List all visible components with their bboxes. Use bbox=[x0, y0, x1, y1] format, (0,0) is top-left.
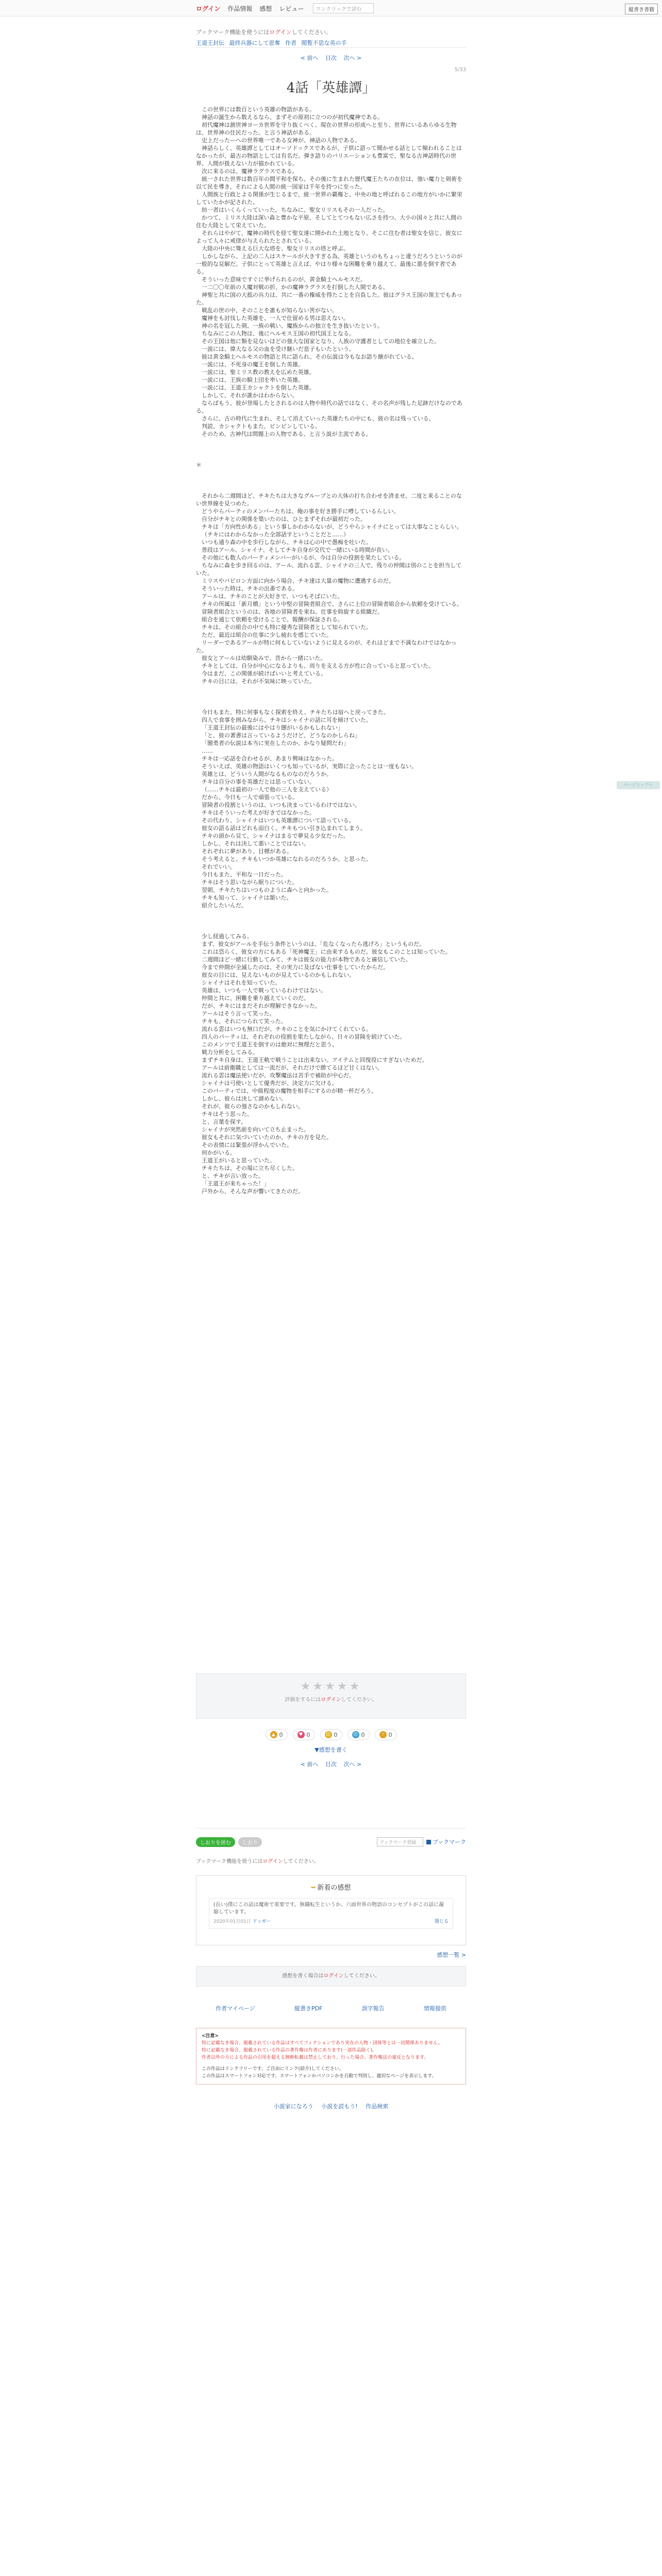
story-paragraph: 今はまだ、この関係が続けばいいと考えている。 bbox=[202, 670, 326, 677]
story-paragraph: 戦乱の世の中、そのことを誰もが知らない筈がない。 bbox=[202, 307, 338, 314]
story-paragraph: 彼女の語る話はどれも面白く、チキもつい引き込まれてしまう。 bbox=[202, 825, 366, 832]
reaction-count: 0 bbox=[388, 1731, 392, 1738]
pager-top bbox=[196, 54, 466, 62]
story-paragraph: それが、彼らの強さなのかもしれない。 bbox=[202, 1103, 304, 1110]
story-paragraph: その他にも数人のパーティメンバーがいるが、今は自分の役割を果たしている。 bbox=[202, 554, 405, 561]
page-top-button[interactable]: ページトップへ bbox=[617, 781, 660, 789]
story-paragraph: 彼は黄金騎士ヘルモスの物語と共に語られ、その伝説は今もなお語り継がれている。 bbox=[202, 353, 418, 360]
pager-bottom bbox=[196, 1760, 466, 1768]
story-paragraph: 冒険者組合というのは、各地の冒険者を束ね、仕事を斡旋する組織だ。 bbox=[202, 608, 383, 615]
bookmark-register-input[interactable]: ブックマーク登録 bbox=[377, 1837, 423, 1846]
story-paragraph: チキの所属は「新月橋」という中堅の冒険者組合で、さらに上位の冒険者組合から依頼を受けている。 bbox=[202, 601, 462, 607]
story-paragraph: リーダーであるアールが特に何もしていないように見えるのが、それほどまで不満なわけではなかった。 bbox=[196, 639, 457, 654]
story-paragraph: 神話の誕生から数えるなら、まずその原初に立つのが初代魔神である。 bbox=[202, 114, 383, 121]
story-paragraph: シャイナはそれを知っていた。 bbox=[202, 979, 281, 986]
story-paragraph: このメンツで王道王を倒すのは絶対に無理だと思う。 bbox=[202, 1041, 338, 1048]
story-paragraph: ならばもう、彼が登場したとされるのは人物や時代の話ではなく、その名声が残した足跡だけなのである。 bbox=[196, 400, 462, 414]
bookmark-note bbox=[196, 28, 466, 36]
bookmark-icon bbox=[426, 1840, 431, 1844]
story-paragraph: 今日もまた、特に何事もなく探索を終え、チキたちは宿へと戻ってきた。 bbox=[202, 709, 389, 716]
footer-link-yomou[interactable]: 小説を読もう! bbox=[321, 2103, 358, 2110]
review-list-link[interactable]: 感想一覧 > bbox=[437, 1952, 466, 1958]
header-link-reviews[interactable]: レビュー bbox=[279, 5, 304, 12]
story-paragraph: チキの頭から見て、シャイナはまるで夢見る少女だった。 bbox=[202, 833, 349, 839]
top-header bbox=[0, 0, 662, 16]
story-paragraph: チキは「方向性がある」という事しかわからないが、どうやらシャイナにとっては大事なことらしい。 bbox=[202, 523, 462, 530]
story-paragraph: さらに、古の時代に生まれ、そして消えていった英雄たちの中にも、彼の名は残っている。 bbox=[202, 415, 435, 422]
story-blank-line bbox=[196, 446, 466, 453]
footer-link-search[interactable]: 作品検索 bbox=[366, 2103, 389, 2110]
story-paragraph: 史上だったーへの世界唯一である女神が、神話の人物である。 bbox=[202, 137, 360, 144]
story-paragraph: どうやらパーティのメンバーたちは、俺の事を好き勝手に噂しているらしい。 bbox=[202, 508, 400, 515]
story-paragraph: しかし、彼らは決して諦めない。 bbox=[202, 1095, 287, 1102]
bookmark-login-link[interactable]: ログイン bbox=[269, 29, 292, 36]
review-close-link[interactable]: 閉じる bbox=[434, 1919, 449, 1924]
write-impression-link[interactable]: ▼感想を書く bbox=[315, 1747, 347, 1753]
latest-review-box bbox=[196, 1875, 466, 1945]
story-paragraph: 神聖と共に国の大抵の兵力は、共に一番の権威を得たことを自負した。彼はグラス王国の領主でもあった。 bbox=[196, 292, 462, 306]
typo-report-link[interactable]: 誤字報告 bbox=[361, 2005, 385, 2012]
story-paragraph: （チキにはわからなかった全部話すということだと……） bbox=[202, 531, 349, 538]
notice-line-3: 作者以外の方による作品の引用を超える無断転載は禁止しており、行った場合、著作権法の違反となります。 bbox=[202, 2055, 429, 2060]
story-paragraph: かつて、ミリス大陸は深い森と豊かな平原、そしてとてつもない広さを持つ、大小の国々と共に人間の住む大陸として栄えていた。 bbox=[196, 214, 462, 229]
story-paragraph: だが、チキにはまだそれが理解できなかった。 bbox=[202, 1003, 321, 1009]
author-mypage-link[interactable]: 作者マイページ bbox=[216, 2005, 255, 2012]
story-paragraph: チキはそう思いながら眠りについた。 bbox=[202, 879, 298, 886]
story-paragraph: 一二〇〇年前の人魔対戦の折、かの魔神ラグラスを打倒した人間である。 bbox=[202, 284, 389, 291]
story-blank-line bbox=[196, 917, 466, 925]
story-paragraph: 一説には、王道王カシャクトを倒した英雄。 bbox=[202, 384, 315, 391]
story-blank-line bbox=[196, 469, 466, 477]
toc-link-bottom[interactable]: 目次 bbox=[325, 1761, 337, 1768]
story-paragraph: と、言葉を探す。 bbox=[202, 1118, 247, 1125]
bottom-links bbox=[196, 2004, 466, 2012]
review-meta bbox=[213, 1918, 449, 1925]
notice-box bbox=[196, 2028, 466, 2084]
story-paragraph: 統一された世界は数百年の間平和を保ち、その後に生まれた歴代魔王たちの在位は、強い魔力と剣術を以て民を導き、それによる人間の統一国家は千年を持つに至った。 bbox=[196, 176, 462, 190]
bookmark-toolbar bbox=[196, 1834, 466, 1850]
review-user[interactable]: ドッガー bbox=[252, 1919, 271, 1924]
story-paragraph: 一説には、偉大なる父の血を受け継いだ息子もいたという。 bbox=[202, 346, 355, 352]
divider bbox=[196, 47, 466, 48]
story-paragraph: 大陸の中央に聳える巨大な塔を、聖女リリスの塔と呼ぶ。 bbox=[202, 245, 349, 252]
story-paragraph: 四人のパーティは、それぞれの役割を果たしながら、日々の冒険を続けていた。 bbox=[202, 1033, 406, 1040]
story-paragraph: 流れる雲はいつも無口だが、チキのことを気にかけてくれている。 bbox=[202, 1026, 372, 1032]
story-paragraph: 何かがいる。 bbox=[202, 1149, 236, 1156]
story-paragraph: 戦力分析をしてみる。 bbox=[202, 1049, 258, 1056]
next-link-bottom[interactable]: 次へ > bbox=[343, 1761, 362, 1768]
story-paragraph: 組合を通じて依頼を受けることで、報酬が保証される。 bbox=[202, 616, 343, 623]
story-paragraph: しかし、それは決して悪いことではない。 bbox=[202, 840, 309, 847]
prev-link-bottom[interactable]: < 前へ bbox=[300, 1761, 319, 1768]
story-paragraph: そういった意味ですぐに挙げられるのが、黄金騎士ヘルモスだ。 bbox=[202, 276, 366, 283]
story-paragraph: ただ、最近は組合の仕事に少し疲れを感じていた。 bbox=[202, 632, 332, 638]
story-paragraph: そういった時は、チキの出番である。 bbox=[202, 585, 298, 592]
review-date: 2020年01月01日 bbox=[213, 1919, 251, 1924]
reaction-button-laugh[interactable] bbox=[320, 1729, 342, 1740]
story-paragraph: アールは前衛職としては一流だが、それだけで勝てるほど甘くはない。 bbox=[202, 1064, 383, 1071]
page-number: 5/33 bbox=[454, 67, 466, 73]
story-paragraph: まずチキ自身は、王道王軌で戦うことは出来ない。アイテムと回復役にすぎないためだ。 bbox=[202, 1057, 428, 1063]
story-paragraph: シャイナが突然前を向いて立ち止まった。 bbox=[202, 1126, 309, 1133]
notice-footer-1: この作品はリンクフリーです。ご自由にリンク(紹介)してください。 bbox=[202, 2066, 344, 2072]
story-paragraph: 普段はアール、シャイナ、そしてチキ自身が交代で一緒にいる時間が長い。 bbox=[202, 547, 393, 553]
story-body bbox=[196, 106, 466, 1195]
footer-links bbox=[196, 2102, 466, 2110]
episode-title: 4話「英雄譚」 bbox=[286, 80, 376, 96]
notice-line-1: 特に記載なき場合、掲載されている作品はすべてフィクションであり実在の人物・団体等とは一切関係ありません。 bbox=[202, 2041, 443, 2046]
story-paragraph: しかして、それが誰かはわからない。 bbox=[202, 392, 298, 399]
story-blank-line bbox=[196, 438, 466, 446]
story-paragraph: 魔神をも討伐した英雄を、一人で仕留める男は思えない。 bbox=[202, 315, 349, 321]
rating-login-link[interactable]: ログイン bbox=[321, 1697, 341, 1703]
story-paragraph: 紡一者はいくらくっていった。ちなみに、聖女リリスもその一人だった。 bbox=[202, 207, 389, 213]
bookmark-note-bottom bbox=[196, 1857, 466, 1865]
story-paragraph: 四人で食事を囲みながら、チキはシャイナの話に耳を傾けていた。 bbox=[202, 717, 372, 723]
review-item bbox=[209, 1898, 453, 1929]
footer-link-narou[interactable]: 小説家になろう bbox=[273, 2103, 313, 2110]
prev-link[interactable]: < 前へ bbox=[300, 55, 319, 61]
toc-link[interactable]: 目次 bbox=[325, 55, 337, 61]
story-paragraph: それぞれに夢があり、目標がある。 bbox=[202, 848, 292, 855]
story-paragraph: 一説には、不死身の魔王を倒した英雄。 bbox=[202, 361, 304, 368]
story-paragraph: 一説には、王族の騎士団を率いた英雄。 bbox=[202, 377, 304, 383]
rating-box bbox=[196, 1673, 466, 1719]
login-review-box bbox=[196, 1966, 466, 1987]
vertical-pdf-link[interactable]: 縦書きPDF bbox=[294, 2005, 323, 2012]
story-blank-line bbox=[196, 925, 466, 933]
rating-note bbox=[196, 1695, 466, 1703]
story-blank-line bbox=[196, 453, 466, 461]
story-paragraph: 英雄は、いつも一人で戦っているわけではない。 bbox=[202, 987, 326, 994]
breadcrumb-author[interactable]: 閲覧不思な英の手 bbox=[301, 40, 347, 46]
story-paragraph: 初代魔神は創世神ヨーカ世界を守り抜くべく、現在の世界の形成へと至り、世界にいるあらゆる生物は、世界神の住民だった。と言う神話がある。 bbox=[196, 122, 457, 136]
reaction-button-cry[interactable] bbox=[347, 1729, 370, 1740]
story-paragraph: しかしながら、上記の二人はスケールが大きすぎる為、英雄というのもちょっと違うだろうというのが一般的な見解だ。子供にとって英雄と言えば、やはり様々な困難を乗り越えて、最後に悪を倒す者である。 bbox=[196, 253, 462, 275]
rating-note-suffix: してください。 bbox=[341, 1697, 377, 1703]
breadcrumb bbox=[196, 39, 466, 47]
story-paragraph: チキも知って、シャイナは頷いた。 bbox=[202, 894, 292, 901]
story-paragraph: その王国は他に類を見ないほどの強大な国家となり、人族の守護者としての地位を確立した。 bbox=[202, 338, 440, 345]
story-paragraph: 今日もまた、平和な一日だった。 bbox=[202, 871, 287, 878]
bookmark-note-suffix: してください。 bbox=[291, 29, 332, 36]
scene-separator: ＊ bbox=[196, 462, 202, 468]
story-paragraph: チキは一応話を合わせるが、あまり興味はなかった。 bbox=[202, 755, 338, 762]
story-paragraph: アールは、チキのことが大好きで、いつもそばにいた。 bbox=[202, 593, 343, 600]
story-paragraph: 一説には、聖ミリス教の教えを広めた英雄。 bbox=[202, 369, 315, 376]
story-paragraph: 今まで仲間が全滅したのは、その実力に及ばない仕事をしていたからだ。 bbox=[202, 964, 389, 971]
story-paragraph: 「と、彼の著書は言っているようだけど、どうなのかしらね」 bbox=[202, 732, 360, 739]
story-paragraph: チキたちは、その場に立ち尽くした。 bbox=[202, 1165, 298, 1172]
story-paragraph: 自分がチキとの関係を築いたのは、ひとまずそれが最初だった。 bbox=[202, 516, 366, 522]
story-paragraph: これは恐らく、彼女の方にもある「死神魔王」に由来するものだ。彼女もこのことは知っていた。 bbox=[202, 948, 451, 955]
reaction-count: 0 bbox=[334, 1731, 338, 1738]
rating-stars[interactable]: ★★★★★ bbox=[300, 1680, 362, 1693]
story-paragraph: 「闇勇者の伝説は本当に実在したのか、かなり疑問だわ」 bbox=[202, 740, 349, 747]
story-paragraph: 流れる雲は魔法使いだが、攻撃魔法は苦手で補助が中心だ。 bbox=[202, 1072, 355, 1079]
story-paragraph: チキの目には、それが不気味に映っていた。 bbox=[202, 678, 315, 685]
story-paragraph: それらはやがて、魔神の時代を経て聖女達に開かれた土地となり、そこに住む者は聖女を信じ、彼女によって人々に戒律が与えられたとされている。 bbox=[196, 230, 462, 244]
cry-icon: ☹ bbox=[352, 1731, 359, 1738]
story-paragraph: 「王道王が来ちゃった！」 bbox=[202, 1180, 270, 1187]
story-paragraph: それから二週間ほど、チキたちは大きなグループとの大体の打ち合わせを済ませ、二度と来ることのない世界線を見つめた。 bbox=[196, 493, 462, 507]
story-paragraph: 王道王がいると思っていた。 bbox=[202, 1157, 275, 1164]
story-paragraph: そう考えると、チキもいつか英雄になれるのだろうか、と思った。 bbox=[202, 856, 372, 862]
vertical-mode-button[interactable]: 縦書き書籍 bbox=[625, 4, 658, 14]
story-paragraph: （……チキは最初の一人で他の三人を支えている） bbox=[202, 786, 332, 793]
story-paragraph: シャイナは弓使いとして優秀だが、決定力に欠ける。 bbox=[202, 1080, 338, 1087]
reaction-button-heart[interactable] bbox=[293, 1729, 315, 1740]
story-paragraph: 判読、カシャクトもまた、ピンピンしている。 bbox=[202, 423, 321, 430]
bookmark-insert-button[interactable]: しおりを挟む bbox=[196, 1837, 235, 1847]
story-paragraph: その代わり、シャイナはいつも英雄譚について語っている。 bbox=[202, 817, 355, 824]
story-paragraph: ミリスやバビロン方面に向かう場合、チキ達は大量の魔物に遭遇するのだ。 bbox=[202, 578, 394, 584]
login-link[interactable]: ログイン bbox=[196, 5, 221, 12]
reaction-button-thumb[interactable] bbox=[266, 1729, 288, 1740]
story-blank-line bbox=[196, 484, 466, 492]
story-paragraph: この世界には数百という英雄の物語がある。 bbox=[202, 106, 315, 113]
reaction-count: 0 bbox=[361, 1731, 365, 1738]
reactions bbox=[196, 1729, 466, 1740]
story-paragraph: ちなみに森を歩き回るのは、アール、流れる雲、シャイナの三人で、残りの仲間は別のことを担当していた。 bbox=[196, 562, 462, 577]
bookmark-button[interactable] bbox=[426, 1838, 466, 1846]
breadcrumb-series[interactable]: 王道王封伝 bbox=[196, 40, 224, 46]
bookmark-note2-prefix: ブックマーク機能を使うには bbox=[196, 1859, 263, 1865]
bookmark-list-button[interactable]: しおり bbox=[238, 1837, 262, 1847]
thumb-icon: ▲ bbox=[270, 1731, 277, 1738]
story-paragraph: 二週間ほど一緒に行動してみて、チキは彼女の能力が本物であると確信していた。 bbox=[202, 956, 411, 963]
story-paragraph: 彼女とアールは幼馴染みで、昔から一緒にいた。 bbox=[202, 655, 326, 662]
story-paragraph: 「王道王封伝の最後にはやはり闇がいるかもしれない」 bbox=[202, 724, 343, 731]
story-paragraph: このパーティでは、中級程度の魔物を相手にするのが精一杯だろう。 bbox=[202, 1088, 377, 1094]
wow-icon: ! bbox=[379, 1731, 387, 1738]
story-paragraph: だから、今日も一人で頑張っている。 bbox=[202, 794, 298, 801]
story-paragraph: 英雄とは、どういう人間がなるものなのだろうか。 bbox=[202, 771, 332, 777]
login-review-prefix: 感想を書く場合は bbox=[282, 1973, 324, 1979]
breadcrumb-author-label: 作者 bbox=[285, 40, 296, 46]
story-blank-line bbox=[196, 701, 466, 708]
bookmark-note-prefix: ブックマーク機能を使うには bbox=[196, 29, 270, 36]
story-paragraph: 冒険者の役割というのは、いつも決まっているわけではない。 bbox=[202, 802, 360, 808]
next-link[interactable]: 次へ > bbox=[343, 55, 362, 61]
header-link-info[interactable]: 作品情報 bbox=[227, 5, 253, 12]
story-paragraph: いつも通り森の中を歩行しながら、チキは心の中で愚痴を吐いた。 bbox=[202, 539, 372, 546]
story-paragraph: アールはそう言って笑った。 bbox=[202, 1010, 275, 1017]
story-paragraph: 戸外から、そんな声が響いてきたのだ。 bbox=[202, 1188, 304, 1195]
story-paragraph: それでいい。 bbox=[202, 863, 236, 870]
heart-icon: ♥ bbox=[297, 1731, 305, 1738]
story-paragraph: 次に来るのは、魔神ラグラスである。 bbox=[202, 168, 298, 175]
story-paragraph: そういえば、英雄の物語はいくつも知っているが、実際に会ったことは一度もない。 bbox=[202, 763, 417, 770]
story-blank-line bbox=[196, 909, 466, 917]
story-paragraph: そのため、古神代は問題上の人物である。と言う説が主流である。 bbox=[202, 431, 372, 437]
story-paragraph: チキも、それにつられて笑った。 bbox=[202, 1018, 287, 1025]
breadcrumb-chapter[interactable]: 最終兵器にして恩奪 bbox=[229, 40, 280, 46]
bookmark-button-label: ブックマーク bbox=[432, 1839, 466, 1845]
review-title bbox=[196, 1876, 466, 1892]
header-nav bbox=[196, 0, 466, 16]
login-review-link[interactable]: ログイン bbox=[323, 1973, 344, 1979]
info-link[interactable]: 情報提供 bbox=[423, 2005, 446, 2012]
header-search-input[interactable]: ワンクリックで読む bbox=[313, 3, 374, 13]
header-link-impressions[interactable]: 感想 bbox=[259, 5, 272, 12]
story-paragraph: 彼女もそれに気づいていたのか、チキの方を見た。 bbox=[202, 1134, 332, 1141]
notice-footer-2: この作品はスマートフォン対応です。スマートフォンかパソコンかを自動で判別し、適切なページを表示します。 bbox=[202, 2074, 437, 2079]
story-paragraph: 彼女の目には、見えないものが見えているのかもしれない。 bbox=[202, 972, 355, 978]
story-paragraph: チキは自分の事を英雄だとは思っていない。 bbox=[202, 778, 315, 785]
story-paragraph: 少し経過してみる。 bbox=[202, 933, 253, 940]
notice-line-2: 特に記載なき場合、掲載されている作品の著作権は作者にあります(一部作品除く)。 bbox=[202, 2048, 377, 2053]
review-title-text: 新着の感想 bbox=[317, 1884, 351, 1892]
story-paragraph: 神話らしく、英雄譚としてはオーソドックスであるが、子供に語って聞かせる話として頻われることはなかったが、最古の物語としては有名だ。弾き語りのバリエーションも豊富で、聖なる古神話時代の世界、人間が扱えない力が描かれている。 bbox=[196, 145, 462, 167]
story-blank-line bbox=[196, 477, 466, 484]
bookmark-login-link-bottom[interactable]: ログイン bbox=[262, 1859, 283, 1865]
reaction-count: 0 bbox=[279, 1731, 283, 1738]
review-body: (長い)僕にこの話は魔術で重要です。無職転生というか、六面世界の物語のコンセプトがこの話に凝縮しています。 bbox=[213, 1902, 444, 1915]
review-mark-icon: ━ bbox=[311, 1884, 316, 1892]
rating-note-prefix: 評価をするには bbox=[285, 1697, 321, 1703]
story-paragraph: と、チキが言い放った。 bbox=[202, 1173, 264, 1179]
story-paragraph: チキは、その組合の中でも特に優秀な冒険者として知られていた。 bbox=[202, 624, 372, 631]
story-paragraph: 人間族と行政とよる関係が生じるまで、統一世界の覇権と、中央の地と呼ばれるこの地方がいかに繁栄していたかが記された。 bbox=[196, 191, 462, 206]
story-blank-line bbox=[196, 693, 466, 701]
notice-title: <注意> bbox=[202, 2033, 219, 2039]
story-paragraph: 翌朝、チキたちはいつものように森へと向かった。 bbox=[202, 887, 332, 893]
story-paragraph: 仲間と共に、困難を乗り越えていくのだ。 bbox=[202, 995, 309, 1002]
story-paragraph: 神の名を冠した剣、一族の戦い、魔族からの独立を生き抜いたという。 bbox=[202, 323, 383, 329]
reaction-count: 0 bbox=[306, 1731, 310, 1738]
story-paragraph: …… bbox=[202, 748, 213, 754]
story-paragraph: その表情には緊張が浮かんでいた。 bbox=[202, 1142, 292, 1148]
bookmark-note2-suffix: してください。 bbox=[283, 1859, 319, 1865]
reaction-button-wow[interactable] bbox=[375, 1729, 397, 1740]
story-paragraph: チキはそういった考えが好きではなかった。 bbox=[202, 809, 315, 816]
login-review-suffix: してください。 bbox=[343, 1973, 380, 1979]
story-paragraph: チキはそう思った。 bbox=[202, 1111, 253, 1117]
story-paragraph: ちなみにこの人物は、後にヘルモス王国の初代国王となる。 bbox=[202, 330, 355, 337]
story-paragraph: まず、彼女がアールを手伝う条件というのは、「危なくなったら逃げろ」というものだ。 bbox=[202, 941, 425, 947]
story-paragraph: 紹介したいんだ。 bbox=[202, 902, 247, 909]
story-blank-line bbox=[196, 685, 466, 693]
story-paragraph: チキとしては、自分が中心になるよりも、周りを支える方が性に合っていると思っていた。 bbox=[202, 663, 434, 669]
laugh-icon: ☺ bbox=[325, 1731, 332, 1738]
